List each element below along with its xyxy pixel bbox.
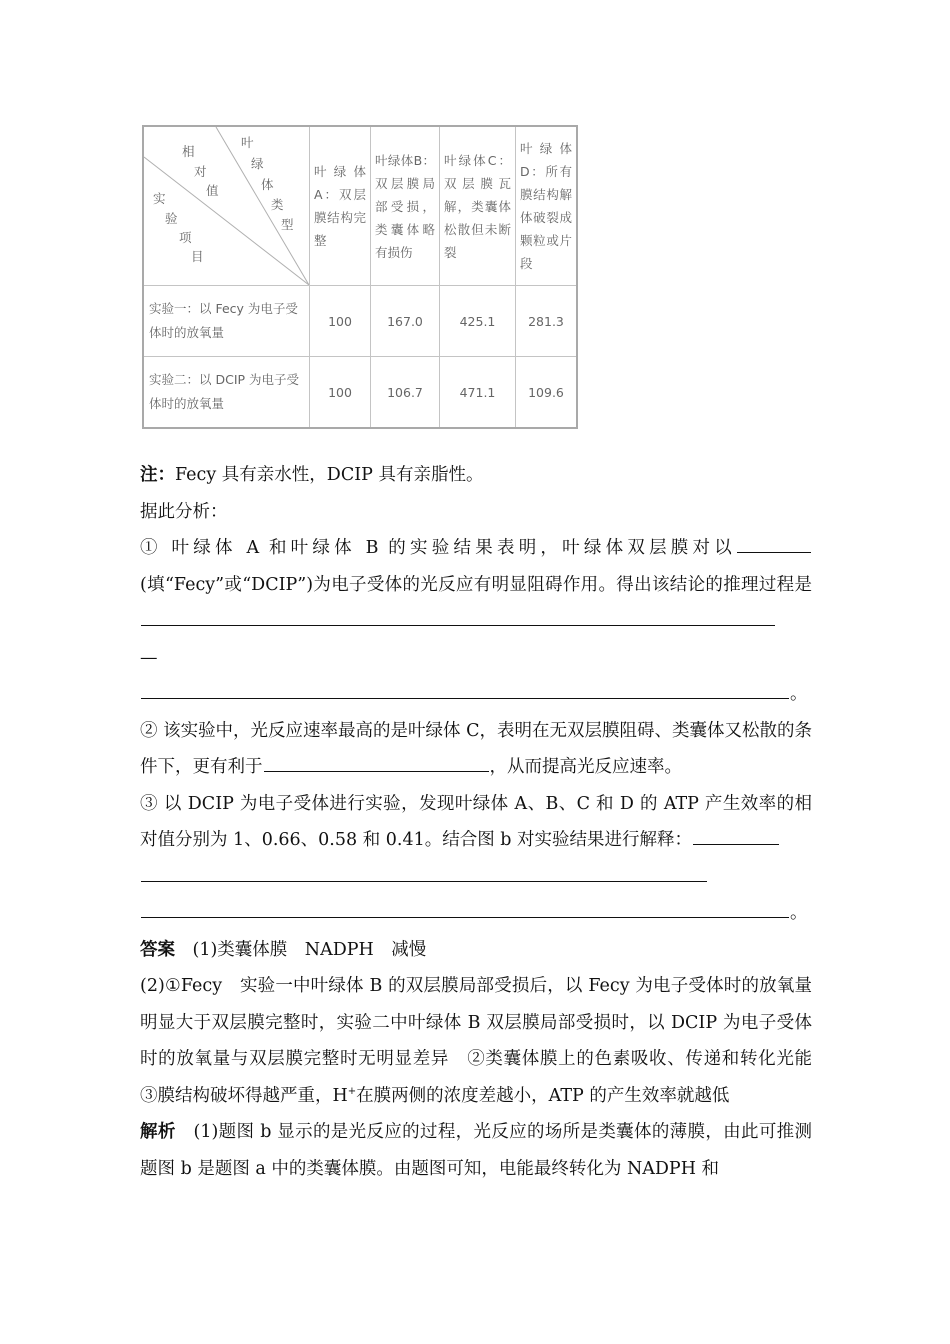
diag-bottom-label: 目 <box>191 249 204 264</box>
question-2: ② 该实验中，光反应速率最高的是叶绿体 C，表明在无双层膜阻碍、类囊体又松散的条件下，更有利于 ，从而提高光反应速率。 <box>140 720 813 777</box>
data-table <box>142 125 578 429</box>
question-3-line <box>140 859 812 896</box>
diag-bottom-label: 项 <box>179 230 192 245</box>
table-cell: 281.3 <box>516 286 578 357</box>
table-cell: 471.1 <box>440 357 516 429</box>
question-1: ① 叶绿体 A 和叶绿体 B 的实验结果表明，叶绿体双层膜对以(填“Fecy”或“DCIP”)为电子受体的光反应有明显阻碍作用。得出该结论的推理过程是 <box>140 530 812 640</box>
answer-blank[interactable] <box>737 534 811 553</box>
question-3-line: 。 <box>140 895 812 932</box>
column-header: 叶绿体B：双层膜局部受损，类囊体略有损伤 <box>371 126 440 286</box>
question-3: ③ 以 DCIP 为电子受体进行实验，发现叶绿体 A、B、C 和 D 的 ATP 产生效率的相对值分别为 1、0.66、0.58 和 0.41。结合图 b 对实验结果进行解释： <box>140 793 812 850</box>
table-cell: 167.0 <box>371 286 440 357</box>
column-header: 叶绿体C：双层膜瓦解，类囊体松散但未断裂 <box>440 126 516 286</box>
question-1-dash: — <box>140 647 158 668</box>
diagonal-lines <box>144 127 309 285</box>
answer-blank[interactable] <box>141 680 789 699</box>
question-1-line: 。 <box>140 676 812 713</box>
row-label: 实验二：以 DCIP 为电子受体时的放氧量 <box>143 357 310 429</box>
column-header: 叶绿体A：双层膜结构完整 <box>310 126 371 286</box>
diag-mid-label: 值 <box>206 183 219 198</box>
table-cell: 106.7 <box>371 357 440 429</box>
diag-top-label: 叶 <box>241 135 254 150</box>
analysis-section: 解析 (1)题图 b 显示的是光反应的过程，光反应的场所是类囊体的薄膜，由此可推测题图 b 是题图 a 中的类囊体膜。由题图可知，电能最终转化为 NADPH 和 <box>140 1122 813 1179</box>
diag-top-label: 绿 <box>251 156 264 171</box>
column-header: 叶绿体D：所有膜结构解体破裂成颗粒或片段 <box>516 126 578 286</box>
table-cell: 425.1 <box>440 286 516 357</box>
answer-part-2: (2)①Fecy 实验一中叶绿体 B 的双层膜局部受损后，以 Fecy 为电子受体时的放氧量明显大于双层膜完整时，实验二中叶绿体 B 双层膜局部受损时，以 DCIP 为电子受体时的放氧量与双层膜完整时无明显差异 ②类囊体膜上的色素吸收、传递和转化光能 ③膜结构破坏得越严重，H+在膜两侧的浓度差越小，ATP 的产生效率就越低 <box>140 976 830 1106</box>
note-paragraph: 注：Fecy 具有亲水性，DCIP 具有亲脂性。 <box>140 465 484 485</box>
diagonal-header-cell <box>143 126 310 286</box>
answer-blank[interactable] <box>141 862 707 881</box>
diag-mid-label: 对 <box>194 164 207 179</box>
diag-bottom-label: 验 <box>165 211 178 226</box>
answer-blank[interactable] <box>141 899 789 918</box>
answer-section: 答案 (1)类囊体膜 NADPH 减慢 <box>140 939 427 960</box>
table-cell: 109.6 <box>516 357 578 429</box>
table-cell: 100 <box>310 286 371 357</box>
diag-mid-label: 相 <box>182 144 195 159</box>
answer-blank[interactable] <box>141 607 775 626</box>
answer-blank[interactable] <box>693 826 779 845</box>
analysis-intro: 据此分析： <box>140 501 228 522</box>
diag-top-label: 体 <box>261 177 274 192</box>
diag-top-label: 类 <box>271 197 284 212</box>
diag-top-label: 型 <box>281 217 294 232</box>
table-cell: 100 <box>310 357 371 429</box>
table-row <box>143 357 577 429</box>
diag-bottom-label: 实 <box>153 191 166 206</box>
table-row <box>143 286 577 357</box>
answer-blank[interactable] <box>264 753 489 772</box>
document-page <box>140 125 830 1187</box>
row-label: 实验一：以 Fecy 为电子受体时的放氧量 <box>143 286 310 357</box>
